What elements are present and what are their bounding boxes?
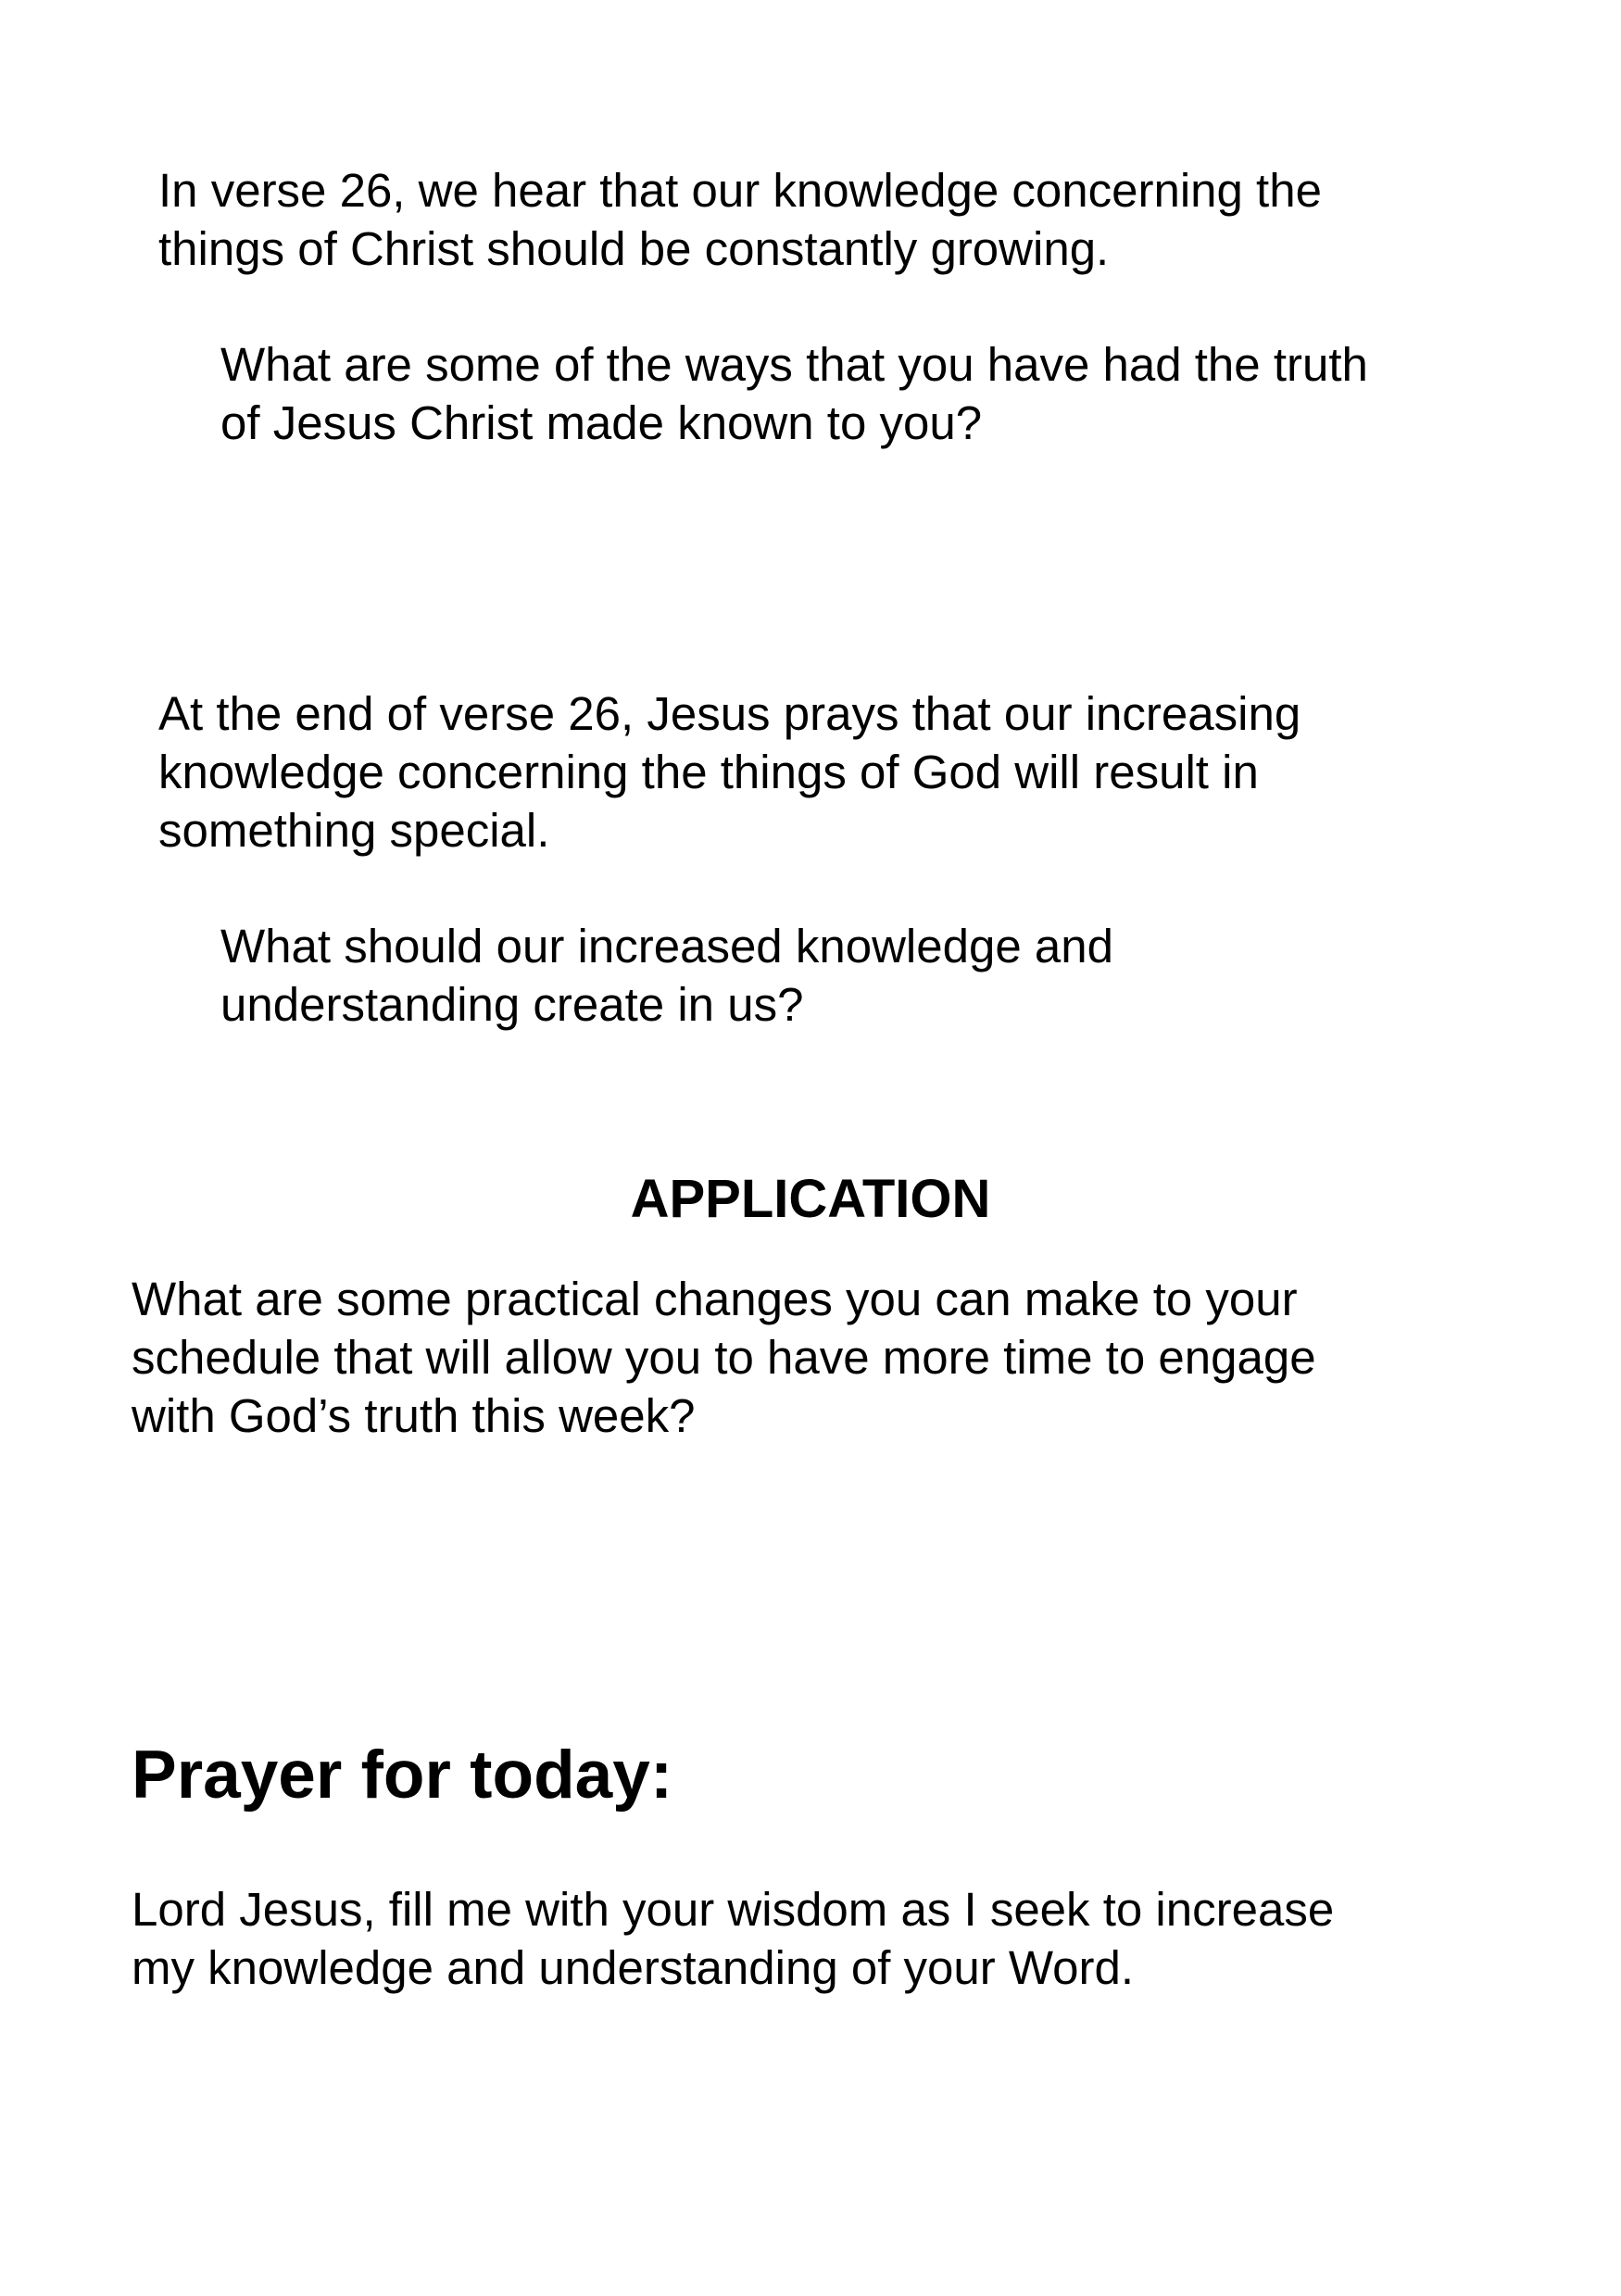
prayer-heading: Prayer for today: <box>132 1738 673 1813</box>
question-truth-made-known: What are some of the ways that you have had the truth of Jesus Christ made known to you? <box>220 338 1368 449</box>
verse26-end-paragraph: At the end of verse 26, Jesus prays that our increasing knowledge concerning the things of God will result in something special. <box>158 687 1301 857</box>
verse26-intro-paragraph: In verse 26, we hear that our knowledge concerning the things of Christ should be constantly growing. <box>158 164 1322 275</box>
application-question: What are some practical changes you can make to your schedule that will allow you to have more time to engage with God’s truth this week? <box>132 1273 1316 1442</box>
question-knowledge-creates: What should our increased knowledge and understanding create in us? <box>220 920 1113 1031</box>
prayer-text: Lord Jesus, fill me with your wisdom as I seek to increase my knowledge and understanding of your Word. <box>132 1883 1335 1994</box>
application-heading: APPLICATION <box>630 1169 991 1229</box>
